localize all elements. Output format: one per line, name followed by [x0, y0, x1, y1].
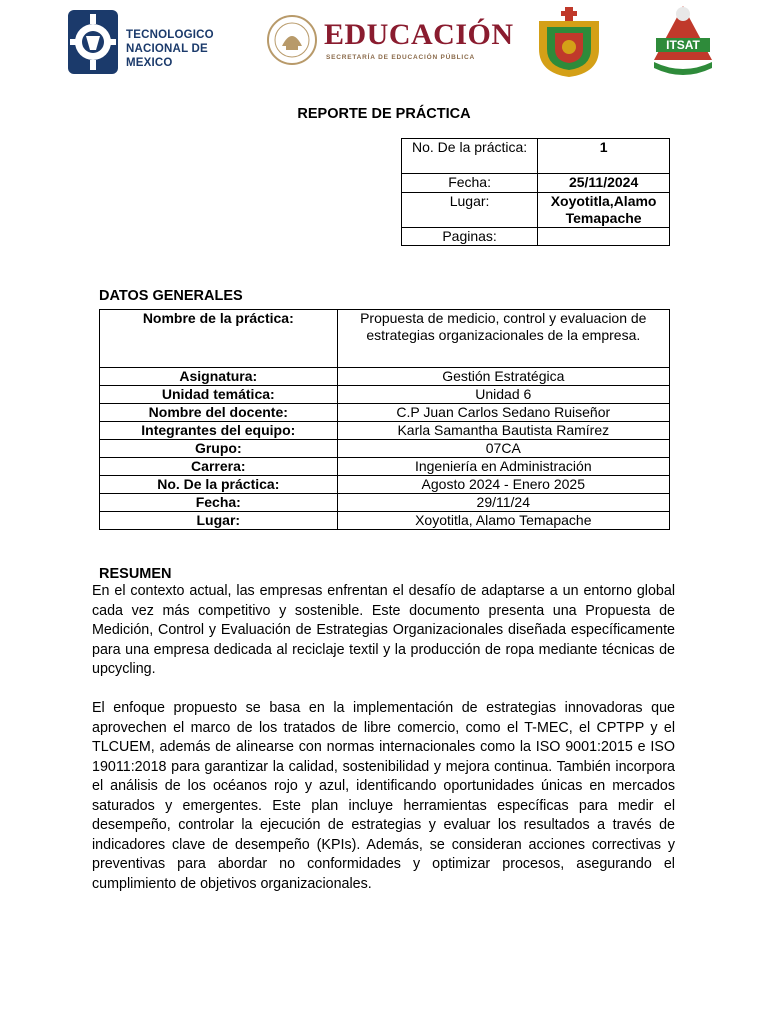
report-title: REPORTE DE PRÁCTICA [297, 106, 471, 122]
teacher-value: C.P Juan Carlos Sedano Ruiseñor [337, 404, 669, 422]
table-row [402, 228, 670, 246]
career-value: Ingeniería en Administración [337, 458, 669, 476]
general-place-value: Xoyotitla, Alamo Temapache [337, 512, 669, 530]
tecnm-line-1: TECNOLOGICO [126, 29, 214, 41]
edu-title: EDUCACIÓN [324, 18, 514, 51]
table-row [100, 310, 670, 368]
practice-number-label: No. De la práctica: [402, 139, 538, 174]
group-value: 07CA [337, 440, 669, 458]
tecnm-logo [66, 6, 246, 80]
practice-period-label: No. De la práctica: [100, 476, 338, 494]
practice-number-value: 1 [538, 139, 670, 174]
itsat-label: ITSAT [666, 38, 700, 52]
general-date-value: 29/11/24 [337, 494, 669, 512]
general-place-label: Lugar: [100, 512, 338, 530]
table-row [100, 404, 670, 422]
team-value: Karla Samantha Bautista Ramírez [337, 422, 669, 440]
summary-heading: RESUMEN [99, 566, 172, 582]
table-row [100, 440, 670, 458]
tecnm-name [126, 28, 246, 70]
table-row [100, 494, 670, 512]
table-row [100, 422, 670, 440]
subject-label: Asignatura: [100, 368, 338, 386]
practice-name-value: Propuesta de medicio, control y evaluacion de estrategias organizacionales de la empresa. [337, 310, 669, 368]
group-label: Grupo: [100, 440, 338, 458]
practice-info-table [401, 138, 670, 246]
table-row [100, 512, 670, 530]
tecnm-line-2: NACIONAL DE MEXICO [126, 43, 208, 69]
table-row [100, 386, 670, 404]
table-row [100, 458, 670, 476]
subject-value: Gestión Estratégica [337, 368, 669, 386]
date-value: 25/11/2024 [538, 174, 670, 193]
summary-paragraph-1: En el contexto actual, las empresas enfrentan el desafío de adaptarse a un entorno global cada vez más competitivo y sostenible. Este documento presenta una Propuesta de Medición, Control y Evaluación de Estrategias Organizacionales diseñada específicamente para una empresa dedicada al reciclaje textil y la producción de ropa mediante técnicas de upcycling. [92, 583, 675, 677]
place-value: Xoyotitla,Alamo Temapache [538, 193, 670, 228]
teacher-label: Nombre del docente: [100, 404, 338, 422]
table-row [402, 139, 670, 174]
tecnm-gear-icon [66, 6, 120, 78]
table-row [402, 193, 670, 228]
summary-paragraph-2: El enfoque propuesto se basa en la implementación de estrategias innovadoras que aprovechen el marco de los tratados de libre comercio, como el T-MEC, el CPTPP y el TLCUEM, además de alinearse con normas internacionales como la ISO 9001:2015 e ISO 19011:2018 para garantizar la calidad, sostenibilidad y mejora continua. También incorpora el análisis de los océanos rojo y azul, identificando oportunidades únicas en mercados saturados y emergentes. Este plan incluye herramientas específicas para medir el desempeño, controlar la ejecución de estrategias y evaluar los resultados a través de indicadores clave de desempeño (KPIs). Además, se consideran acciones correctivas y preventivas para abordar no conformidades y optimizar procesos, asegurando el cumplimiento de objetivos organizacionales. [92, 700, 675, 892]
veracruz-shield-icon [533, 5, 605, 79]
sep-logo [266, 12, 514, 72]
table-row [402, 174, 670, 193]
pages-label: Paginas: [402, 228, 538, 246]
career-label: Carrera: [100, 458, 338, 476]
mexico-seal-icon [266, 14, 318, 66]
edu-subtitle: SECRETARÍA DE EDUCACIÓN PÚBLICA [326, 54, 476, 61]
place-label: Lugar: [402, 193, 538, 228]
general-date-label: Fecha: [100, 494, 338, 512]
general-data-heading: DATOS GENERALES [99, 288, 243, 304]
general-data-table [99, 309, 670, 530]
unit-value: Unidad 6 [337, 386, 669, 404]
team-label: Integrantes del equipo: [100, 422, 338, 440]
itsat-logo-icon [648, 2, 718, 82]
unit-label: Unidad temática: [100, 386, 338, 404]
practice-name-label: Nombre de la práctica: [100, 310, 338, 368]
header-logos [0, 0, 768, 90]
table-row [100, 476, 670, 494]
table-row [100, 368, 670, 386]
practice-period-value: Agosto 2024 - Enero 2025 [337, 476, 669, 494]
date-label: Fecha: [402, 174, 538, 193]
pages-value [538, 228, 670, 246]
